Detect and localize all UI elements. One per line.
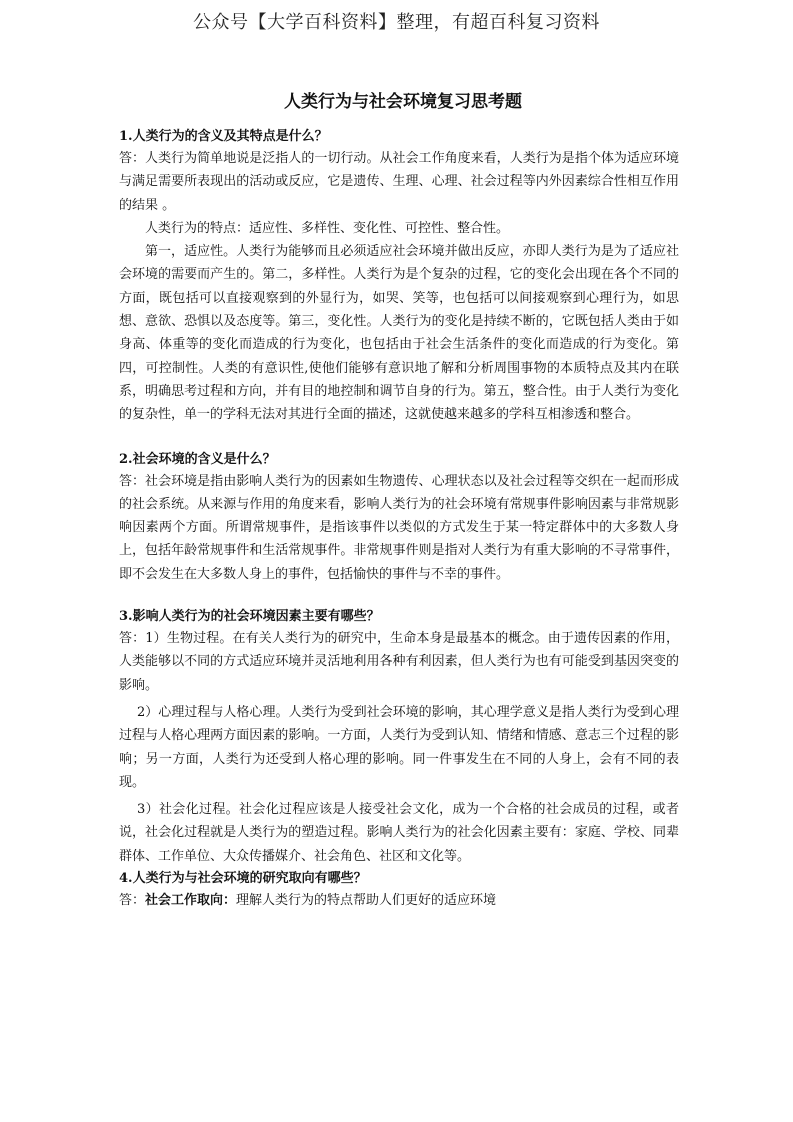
- answer-3-psychological: 2）心理过程与人格心理。人类行为受到社会环境的影响，其心理学意义是指人类行为受到心理过程与人格心理两方面因素的影响。一方面，人类行为受到认知、情绪和情感、意志三个过程的影响；另一方面，人类行为还受到人格心理的影响。同一件事发生在不同的人身上，会有不同的表现。: [119, 704, 679, 790]
- answer-1-features: 人类行为的特点：适应性、多样性、变化性、可控性、整合性。: [145, 220, 510, 236]
- section-1: [119, 126, 679, 427]
- answer-3-socialization: 3）社会化过程。社会化过程应该是人接受社会文化，成为一个合格的社会成员的过程，或者说，社会化过程就是人类行为的塑造过程。影响人类行为的社会化因素主要有：家庭、学校、同辈群体、工作单位、大众传播媒介、社会角色、社区和文化等。: [119, 802, 679, 864]
- answer-4: [119, 889, 679, 912]
- section-4: [119, 868, 679, 912]
- answer-1-definition: 答：人类行为简单地说是泛指人的一切行动。从社会工作角度来看，人类行为是指个体为适应环境与满足需要所表现出的活动或反应，它是遗传、生理、心理、社会过程等内外因素综合性相互作用的结果 。: [119, 151, 679, 213]
- question-2: 2.社会环境的含义是什么？: [119, 451, 276, 467]
- section-3: [119, 606, 679, 868]
- question-3: 3.影响人类行为的社会环境因素主要有哪些？: [119, 609, 380, 625]
- watermark-header: 公众号【大学百科资料】整理，有超百科复习资料: [193, 12, 600, 33]
- answer-1-details: 第一，适应性。人类行为能够而且必须适应社会环境并做出反应，亦即人类行为是为了适应社会环境的需要而产生的。第二，多样性。人类行为是个复杂的过程，它的变化会出现在各个不同的方面，既包括可以直接观察到的外显行为，如哭、笑等，也包括可以间接观察到心理行为，如思想、意欲、恐惧以及态度等。第三，变化性。人类行为的变化是持续不断的，它既包括人类由于如身高、体重等的变化而造成的行为变化，也包括由于社会生活条件的变化而造成的行为变化。第四，可控制性。人类的有意识性,使他们能够有意识地了解和分析周围事物的本质特点及其内在联系，明确思考过程和方向，并有目的地控制和调节自身的行为。第五，整合性。由于人类行为变化的复杂性，单一的学科无法对其进行全面的描述，这就使越来越多的学科互相渗透和整合。: [119, 244, 679, 423]
- answer-4-prefix: 答：: [119, 893, 146, 909]
- question-1: 1.人类行为的含义及其特点是什么？: [119, 129, 328, 144]
- question-4: 4.人类行为与社会环境的研究取向有哪些？: [119, 871, 367, 887]
- document-body: [119, 90, 679, 912]
- section-2: [119, 449, 679, 586]
- answer-4-orientation-text: 理解人类行为的特点帮助人们更好的适应环境: [236, 893, 497, 909]
- answer-4-orientation-label: 社会工作取向：: [145, 893, 237, 909]
- document-title: 人类行为与社会环境复习思考题: [284, 92, 522, 112]
- answer-3-biological: 答：1）生物过程。在有关人类行为的研究中，生命本身是最基本的概念。由于遗传因素的作用，人类能够以不同的方式适应环境并灵活地利用各种有利因素，但人类行为也有可能受到基因突变的影响。: [119, 631, 679, 693]
- answer-2: 答：社会环境是指由影响人类行为的因素如生物遗传、心理状态以及社会过程等交织在一起而形成的社会系统。从来源与作用的角度来看，影响人类行为的社会环境有常规事件影响因素与非常规影响因素两个方面。所谓常规事件，是指该事件以类似的方式发生于某一特定群体中的大多数人身上，包括年龄常规事件和生活常规事件。非常规事件则是指对人类行为有重大影响的不寻常事件，即不会发生在大多数人身上的事件，包括愉快的事件与不幸的事件。: [119, 473, 679, 582]
